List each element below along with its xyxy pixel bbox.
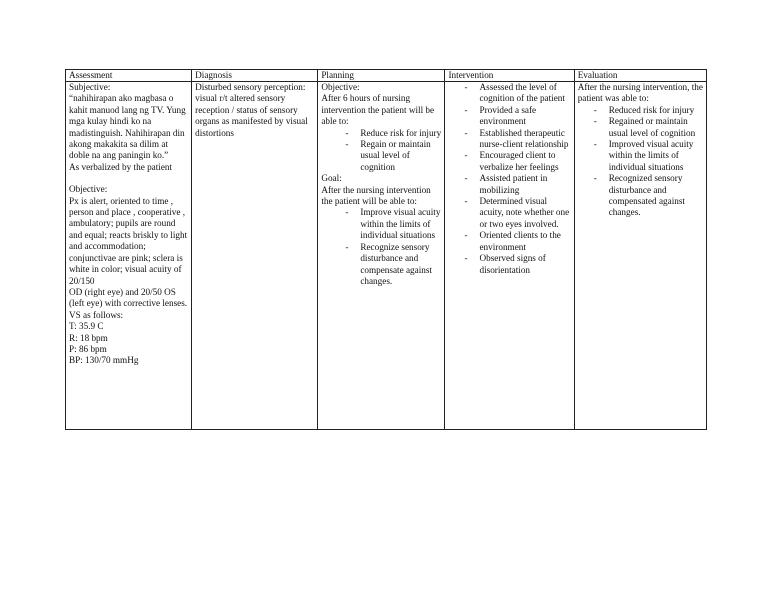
list-item bbox=[345, 128, 442, 139]
bullet-dash: - bbox=[464, 173, 468, 184]
list-item bbox=[464, 128, 571, 151]
list-item-text: Observed signs of disorientation bbox=[479, 253, 546, 275]
subjective-quote: “nahihirapan ako magbasa o kahit manuod lang ng TV. Yung mga kulay hindi ko na madistinguish. Nahihirapan din akong makakita sa dilim at doble na ang paningin ko.” bbox=[69, 93, 186, 161]
header-planning: Planning bbox=[318, 70, 445, 82]
header-diagnosis: Diagnosis bbox=[192, 70, 318, 82]
assessment-cell bbox=[66, 82, 192, 430]
bullet-dash: - bbox=[593, 173, 597, 184]
nursing-care-plan-table bbox=[65, 69, 707, 430]
list-item bbox=[464, 150, 571, 173]
list-item bbox=[594, 105, 704, 116]
evaluation-intro: After the nursing intervention, the patient was able to: bbox=[577, 82, 703, 104]
bullet-dash: - bbox=[345, 241, 349, 252]
list-item bbox=[464, 82, 571, 105]
objective-findings: Px is alert, oriented to time , person and place , cooperative , ambulatory; pupils are round and equal; reacts briskly to light and accommodation; conjunctivae are pink; sclera is white in color; visual acuity of 20/150 bbox=[69, 195, 188, 286]
list-item bbox=[345, 207, 442, 241]
bullet-dash: - bbox=[593, 139, 597, 150]
bullet-dash: - bbox=[464, 253, 468, 264]
list-item bbox=[464, 173, 571, 196]
bullet-dash: - bbox=[345, 207, 349, 218]
list-item bbox=[345, 139, 442, 173]
evaluation-cell bbox=[574, 82, 706, 430]
vital-pulse: P: 86 bpm bbox=[69, 343, 107, 354]
list-item bbox=[594, 173, 704, 219]
list-item bbox=[464, 230, 571, 253]
verbalized-note: As verbalized by the patient bbox=[69, 161, 173, 172]
bullet-dash: - bbox=[464, 104, 468, 115]
intervention-cell bbox=[445, 82, 574, 430]
list-item-text: Recognized sensory disturbance and compensated against changes. bbox=[608, 173, 685, 218]
list-item-text: Regained or maintain usual level of cognition bbox=[608, 116, 696, 138]
intervention-list bbox=[448, 82, 571, 276]
list-item-text: Reduced risk for injury bbox=[608, 104, 695, 115]
planning-objective-intro: After 6 hours of nursing intervention the patient will be able to: bbox=[321, 93, 435, 127]
list-item-text: Reduce risk for injury bbox=[360, 127, 442, 138]
bullet-dash: - bbox=[464, 127, 468, 138]
bullet-dash: - bbox=[464, 82, 468, 92]
bullet-dash: - bbox=[593, 116, 597, 127]
bullet-dash: - bbox=[593, 104, 597, 115]
visual-acuity-line: OD (right eye) and 20/50 OS (left eye) with corrective lenses. bbox=[69, 286, 188, 309]
list-item-text: Regain or maintain usual level of cognition bbox=[360, 139, 431, 172]
diagnosis-cell bbox=[192, 82, 318, 430]
vital-signs-label: VS as follows: bbox=[69, 309, 124, 320]
list-item-text: Assisted patient in mobilizing bbox=[479, 173, 548, 195]
nursing-diagnosis: Disturbed sensory perception: visual r/t altered sensory reception / status of sensory organs as manifested by visual distortions bbox=[195, 82, 308, 138]
list-item bbox=[345, 242, 442, 288]
list-item-text: Recognize sensory disturbance and compensate against changes. bbox=[360, 241, 433, 286]
list-item bbox=[464, 196, 571, 230]
bullet-dash: - bbox=[345, 127, 349, 138]
objective-label: Objective: bbox=[69, 184, 108, 195]
planning-goal-list bbox=[321, 207, 442, 287]
vital-respiration: R: 18 bpm bbox=[69, 332, 108, 343]
planning-cell bbox=[318, 82, 445, 430]
content-row bbox=[66, 82, 707, 430]
bullet-dash: - bbox=[464, 230, 468, 241]
vital-temperature: T: 35.9 C bbox=[69, 321, 104, 332]
header-assessment: Assessment bbox=[66, 70, 192, 82]
bullet-dash: - bbox=[464, 196, 468, 207]
bullet-dash: - bbox=[345, 139, 349, 150]
header-intervention: Intervention bbox=[445, 70, 574, 82]
header-row bbox=[66, 70, 707, 82]
subjective-label: Subjective: bbox=[69, 82, 111, 92]
planning-goal-label: Goal: bbox=[321, 173, 342, 184]
list-item bbox=[464, 253, 571, 276]
planning-objective-label: Objective: bbox=[321, 82, 360, 92]
evaluation-list bbox=[578, 105, 704, 219]
list-item-text: Oriented clients to the environment bbox=[479, 230, 561, 252]
list-item-text: Encouraged client to verbalize her feelings bbox=[479, 150, 559, 172]
list-item-text: Established therapeutic nurse-client relationship bbox=[479, 127, 569, 150]
list-item-text: Determined visual acuity, note whether one or two eyes involved. bbox=[479, 196, 570, 229]
planning-objective-list bbox=[321, 128, 442, 174]
list-item-text: Provided a safe environment bbox=[479, 104, 537, 127]
list-item-text: Assessed the level of cognition of the patient bbox=[479, 82, 565, 104]
list-item-text: Improved visual acuity within the limits of individual situations bbox=[608, 139, 694, 172]
vital-blood-pressure: BP: 130/70 mmHg bbox=[69, 355, 139, 366]
header-evaluation: Evaluation bbox=[574, 70, 706, 82]
list-item bbox=[594, 116, 704, 139]
bullet-dash: - bbox=[464, 150, 468, 161]
list-item-text: Improve visual acuity within the limits of individual situations bbox=[360, 207, 441, 241]
list-item bbox=[464, 105, 571, 128]
list-item bbox=[594, 139, 704, 173]
planning-goal-intro: After the nursing intervention the patient will be able to: bbox=[321, 184, 431, 207]
